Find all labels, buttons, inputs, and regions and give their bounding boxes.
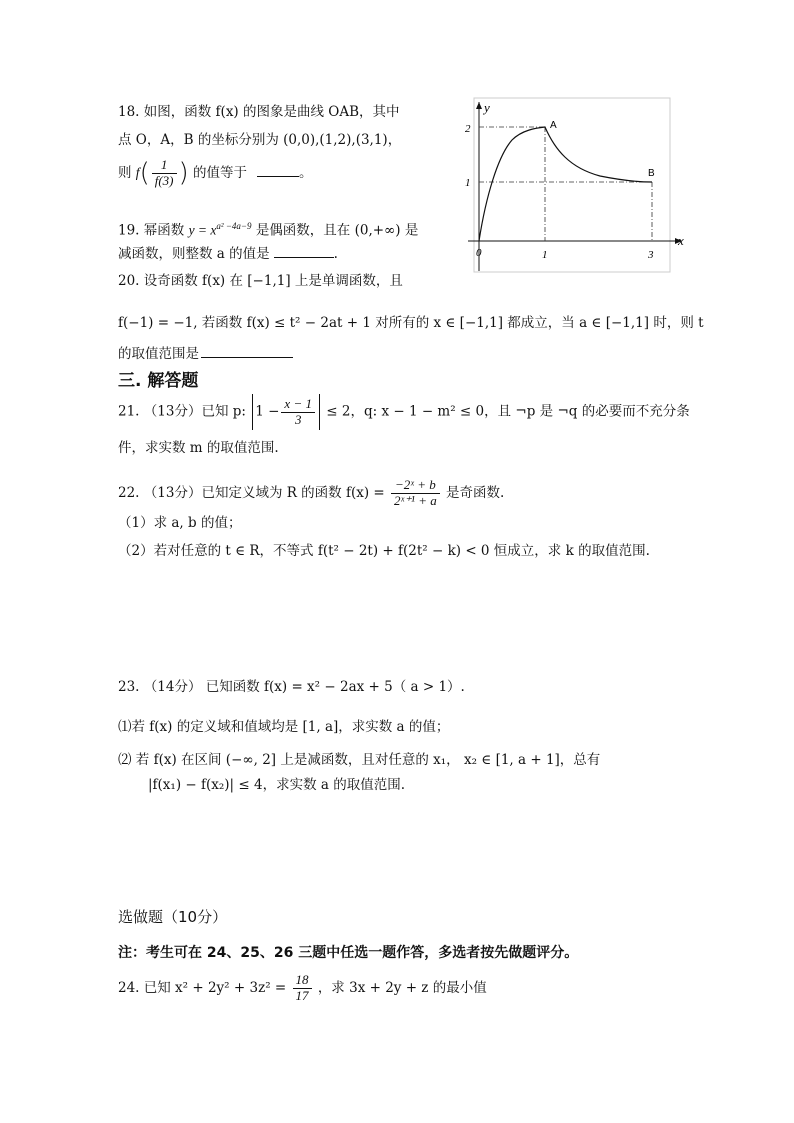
q20-line1: 20. 设奇函数 f(x) 在 [−1,1] 上是单调函数，且 (118, 273, 403, 289)
q23-part3: |f(x₁) − f(x₂)| ≤ 4，求实数 a 的取值范围. (148, 777, 406, 793)
q24-label: 24. 已知 x² + 2y² + 3z² = (118, 979, 287, 996)
q21-label: 21. （13分）已知 p: (118, 403, 246, 420)
q19-rest: 是偶函数，且在 (0,+∞) 是 (255, 222, 419, 239)
q23-part1: ⑴若 f(x) 的定义域和值域均是 [1, a]，求实数 a 的值； (118, 719, 450, 735)
optional-title: 选做题（10分） (118, 908, 228, 926)
q22-part1: （1）求 a, b 的值； (118, 515, 242, 531)
q21-line1 (118, 394, 690, 430)
q21-rest: ≤ 2，q: x − 1 − m² ≤ 0，且 ¬p 是 ¬q 的必要而不充分条 (326, 403, 690, 420)
q19-answer-blank[interactable] (274, 245, 334, 258)
y-axis-label: y (484, 100, 490, 115)
curve-oab (479, 127, 652, 241)
y-axis-arrow (476, 102, 482, 109)
q18-rparen: ) (178, 158, 189, 188)
q21-line2: 件，求实数 m 的取值范围. (118, 440, 279, 456)
q24-frac-den: 17 (295, 987, 309, 1003)
q21-frac-num: x − 1 (281, 397, 315, 413)
q18-frac-den: f(3) (154, 173, 174, 189)
q24-fraction (293, 973, 312, 1004)
abs-bar-right (319, 394, 320, 430)
tick-x1-label: 1 (542, 249, 548, 261)
q18-tail: 的值等于 (192, 165, 247, 182)
q21-fraction (281, 397, 315, 428)
q18-fraction (152, 158, 177, 189)
x-axis-label: x (678, 233, 684, 248)
section-heading: 三. 解答题 (118, 371, 199, 391)
q23-line1: 23. （14分） 已知函数 f(x) = x² − 2ax + 5（ a > 1）. (118, 679, 465, 695)
q22-rest: 是奇函数. (446, 484, 505, 501)
graph-border (474, 98, 670, 272)
abs-bar-left (252, 394, 253, 430)
q22-frac-num: −2ˣ + b (391, 478, 440, 494)
q18-answer-blank[interactable] (257, 164, 299, 177)
q18-line2: 点 O，A，B 的坐标分别为 (0,0),(1,2),(3,1)， (118, 132, 402, 148)
q20-answer-blank[interactable] (201, 345, 293, 358)
q19-label: 19. 幂函数 (118, 222, 185, 239)
q20-line2: f(−1) = −1, 若函数 f(x) ≤ t² − 2at + 1 对所有的 x ∈ [−1,1] 都成立，当 a ∈ [−1,1] 时，则 t (118, 315, 704, 331)
function-graph (460, 96, 690, 276)
q19-line2 (118, 245, 338, 262)
q18-f: f (135, 165, 140, 181)
q20-line3-text: 的取值范围是 (118, 346, 199, 362)
q24-rest: ，求 3x + 2y + z 的最小值 (317, 979, 487, 996)
q22-fraction (391, 478, 440, 509)
q20-line3 (118, 345, 293, 362)
q19-line1 (118, 221, 418, 239)
q24-line (118, 973, 487, 1004)
optional-note: 注：考生可在 24、25、26 三题中任选一题作答，多选者按先做题评分。 (118, 945, 579, 961)
q19-line2-text: 减函数，则整数 a 的值是 (118, 246, 270, 262)
q18-then: 则 (118, 165, 132, 182)
q18-lparen: ( (139, 158, 150, 188)
point-b-label: B (648, 168, 655, 179)
origin-label: 0 (476, 247, 482, 259)
q22-line1 (118, 478, 504, 509)
q21-inside: 1 − (255, 403, 280, 420)
q19-exponent: a² −4a−9 (216, 221, 252, 231)
q18-end: 。 (298, 165, 313, 182)
q18-line1: 18. 如图，函数 f(x) 的图象是曲线 OAB，其中 (118, 104, 400, 120)
q24-frac-num: 18 (293, 973, 312, 989)
point-a-label: A (550, 120, 557, 131)
tick-y2-label: 2 (465, 123, 471, 135)
q18-line3 (118, 158, 312, 189)
q23-part2: ⑵ 若 f(x) 在区间 (−∞, 2] 上是减函数，且对任意的 x₁， x₂ ∈ [1, a + 1]，总有 (118, 752, 601, 768)
q22-part2: （2）若对任意的 t ∈ R，不等式 f(t² − 2t) + f(2t² − k) < 0 恒成立，求 k 的取值范围. (118, 543, 650, 559)
q18-frac-num: 1 (152, 158, 177, 174)
tick-y1-label: 1 (465, 177, 471, 189)
q22-frac-den: 2ˣ⁺¹ + a (394, 492, 437, 508)
tick-x3-label: 3 (648, 249, 654, 261)
q19-end: . (333, 246, 338, 262)
q21-frac-den: 3 (294, 411, 302, 427)
q19-eq: y = x (188, 222, 217, 238)
q22-label: 22. （13分）已知定义域为 R 的函数 f(x) = (118, 484, 385, 501)
